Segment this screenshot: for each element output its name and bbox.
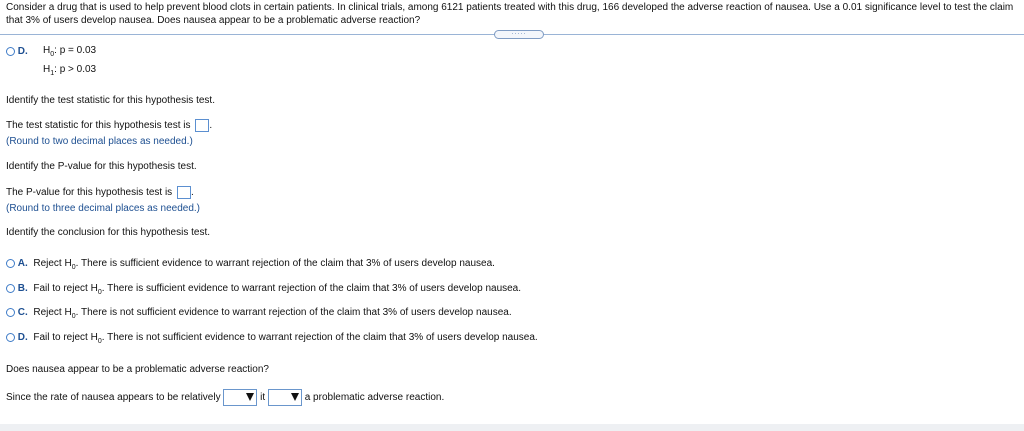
null-hypothesis: $H_0$: p = 0.03 xyxy=(43,45,97,58)
alternative-hypothesis: $H_1$: p > 0.03 xyxy=(43,64,97,77)
p-value-prompt: Identify the P-value for this hypothesis test. xyxy=(6,161,197,172)
p-value-line: The P-value for this hypothesis test is . xyxy=(6,187,194,199)
is-dropdown[interactable] xyxy=(268,389,302,406)
test-statistic-line: The test statistic for this hypothesis test is . xyxy=(6,120,213,132)
p-value-input[interactable] xyxy=(177,186,191,199)
test-statistic-hint: (Round to two decimal places as needed.) xyxy=(6,136,193,147)
option-letter: D. xyxy=(17,46,28,57)
problematic-line: Since the rate of nausea appears to be relatively it a problematic adverse reaction. xyxy=(6,389,444,406)
radio-button-icon[interactable] xyxy=(6,47,15,56)
dropdown-arrow-icon xyxy=(246,393,254,401)
dropdown-arrow-icon xyxy=(291,393,299,401)
radio-button-icon[interactable] xyxy=(6,259,15,268)
radio-button-icon[interactable] xyxy=(6,308,15,317)
radio-button-icon[interactable] xyxy=(6,333,15,342)
p-value-hint: (Round to three decimal places as needed.) xyxy=(6,203,201,214)
bottom-bar xyxy=(0,424,1024,431)
ellipsis-icon: ..... xyxy=(511,29,527,36)
test-statistic-input[interactable] xyxy=(195,119,209,132)
question-text: Consider a drug that is used to help prevent blood clots in certain patients. In clinical trials, among 6121 patients treated with this drug, 166 developed the adverse reaction of nausea. Use a 0.01 significance level to test the claim that 3% of users develop nausea. Does nausea appear to be a problematic adverse reaction? xyxy=(6,2,1014,26)
radio-button-icon[interactable] xyxy=(6,284,15,293)
problematic-prompt: Does nausea appear to be a problematic adverse reaction? xyxy=(6,364,269,375)
test-statistic-prompt: Identify the test statistic for this hypothesis test. xyxy=(6,95,215,106)
conclusion-option-c[interactable]: C. Reject $H_0$. There is not sufficient evidence to warrant rejection of the claim that 3% of users develop nausea. xyxy=(6,307,512,318)
expand-button[interactable] xyxy=(494,30,544,39)
conclusion-option-b[interactable]: B. Fail to reject $H_0$. There is sufficient evidence to warrant rejection of the claim that 3% of users develop nausea. xyxy=(6,283,521,294)
hypothesis-option-d[interactable] xyxy=(6,46,28,57)
conclusion-option-d[interactable]: D. Fail to reject $H_0$. There is not sufficient evidence to warrant rejection of the claim that 3% of users develop nausea. xyxy=(6,332,538,343)
conclusion-option-a[interactable]: A. Reject $H_0$. There is sufficient evidence to warrant rejection of the claim that 3% of users develop nausea. xyxy=(6,258,495,269)
rate-dropdown[interactable] xyxy=(223,389,257,406)
conclusion-prompt: Identify the conclusion for this hypothesis test. xyxy=(6,227,210,238)
